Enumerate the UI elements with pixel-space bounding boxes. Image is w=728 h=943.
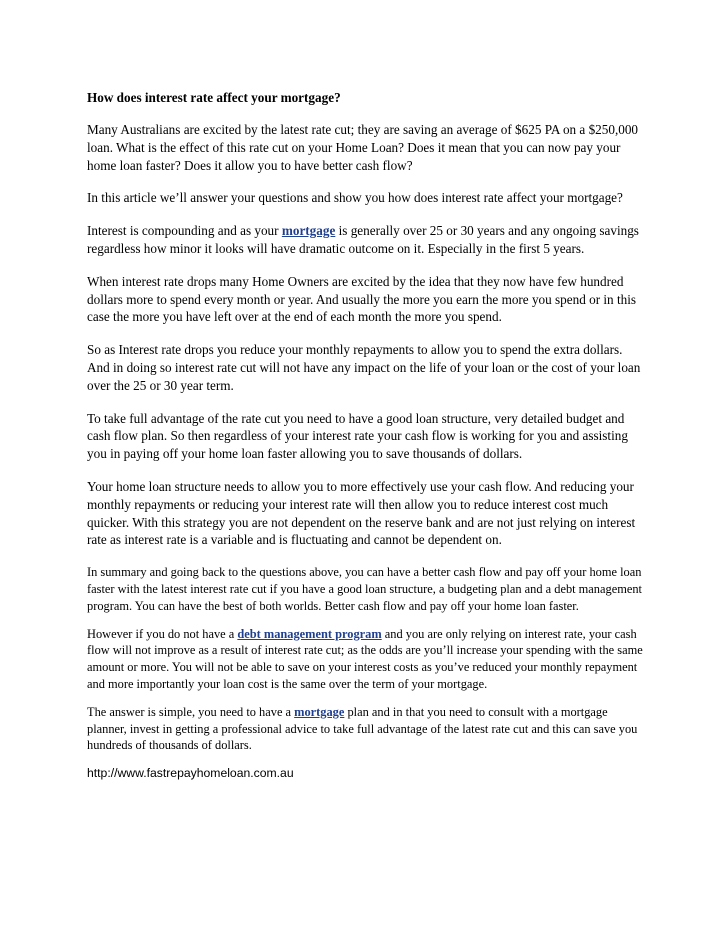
paragraph-summary: In summary and going back to the questions above, you can have a better cash flow and pay off your home loan faster with the latest interest rate cut if you have a good loan structure, a budgeting plan and a debt management program. You can have the best of both worlds. Better cash flow and pay off your home loan faster. (87, 565, 642, 613)
mortgage-plan-link[interactable]: mortgage (294, 704, 345, 719)
paragraph-loan-structure: To take full advantage of the rate cut you need to have a good loan structure, very detailed budget and cash flow plan. So then regardless of your interest rate your cash flow is working for you and assisting you in paying off your home loan faster allowing you to save thousands of dollars. (87, 410, 628, 462)
paragraph-compounding (87, 222, 647, 258)
paragraph-spending: When interest rate drops many Home Owners are excited by the idea that they now have few hundred dollars more to spend every month or year. And usually the more you earn the more you spend or in this case the more you have left over at the end of each month the more you spend. (87, 273, 636, 325)
paragraph-debt-management (87, 626, 647, 693)
paragraph-repayments: So as Interest rate drops you reduce your monthly repayments to allow you to spend the extra dollars. And in doing so interest rate cut will not have any impact on the life of your loan or the cost of your loan over the 25 or 30 year term. (87, 342, 641, 393)
mortgage-link[interactable]: mortgage (281, 223, 336, 239)
footer-url: http://www.fastrepayhomeloan.com.au (87, 766, 294, 781)
document-page (87, 90, 647, 781)
article-title: How does interest rate affect your mortgage? (87, 90, 341, 105)
paragraph-intro: Many Australians are excited by the latest rate cut; they are saving an average of $625 PA on a $250,000 loan. What is the effect of this rate cut on your Home Loan? Does it mean that you can now pay your home loan faster? Does it allow you to have better cash flow? (87, 122, 639, 173)
paragraph-text: However if you do not have a (87, 626, 238, 641)
paragraph-conclusion (87, 704, 647, 754)
debt-management-program-link[interactable]: debt management program (237, 626, 382, 641)
paragraph-text: Interest is compounding and as your (87, 223, 282, 239)
paragraph-text: is generally over 25 or 30 years and any ongoing savings regardless how minor it looks will have dramatic outcome on it. Especially in the first 5 years. (87, 223, 639, 256)
paragraph-cash-flow-strategy: Your home loan structure needs to allow you to more effectively use your cash flow. And reducing your monthly repayments or reducing your interest rate will then allow you to reduce interest cost much quicker. With this strategy you are not dependent on the reserve bank and are not just relying on interest rate as interest rate is a variable and is fluctuating and cannot be dependent on. (87, 478, 636, 548)
paragraph-article-purpose: In this article we’ll answer your questions and show you how does interest rate affect your mortgage? (87, 190, 623, 206)
paragraph-text: The answer is simple, you need to have a (87, 704, 295, 719)
paragraph-text: and you are only relying on interest rate, your cash flow will not improve as a result of interest rate cut; as the odds are you’ll increase your spending with the same amount or more. You will not be able to save on your interest costs as you’ve reduced your monthly repayment and more importantly your loan cost is the same over the term of your mortgage. (87, 626, 643, 691)
paragraph-text: plan and in that you need to consult with a mortgage planner, invest in getting a professional advice to take full advantage of the latest rate cut and this can save you hundreds of thousands of dollars. (87, 704, 638, 753)
